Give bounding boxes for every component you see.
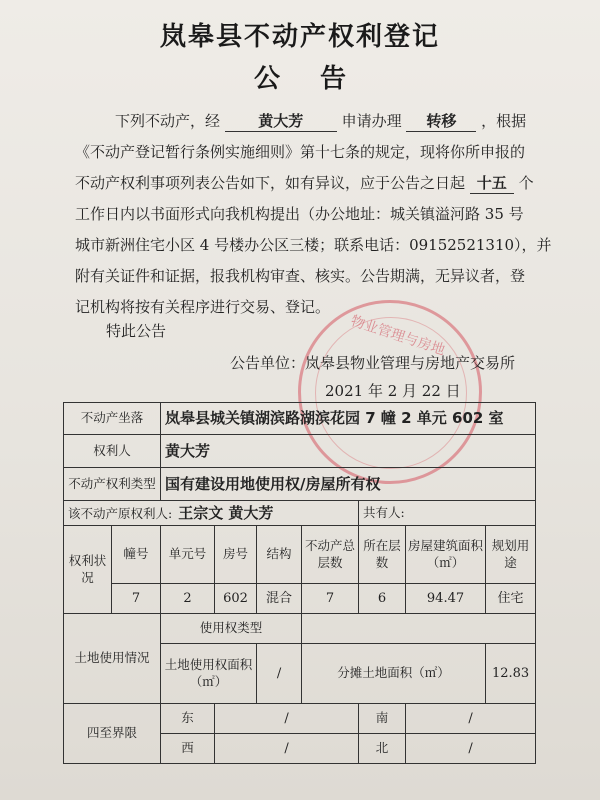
east-value: / xyxy=(215,704,359,734)
boundaries-label: 四至界限 xyxy=(64,704,161,764)
cell-value: 7 xyxy=(302,584,359,614)
location-value: 岚皋县城关镇湖滨路湖滨花园 7 幢 2 单元 602 室 xyxy=(161,403,536,435)
status-label: 权利状况 xyxy=(64,526,112,614)
original-holder-label: 该不动产原权利人: xyxy=(68,505,173,521)
paragraph-line-4: 工作日内以书面形式向我机构提出（办公地址：城关镇溢河路 35 号 xyxy=(75,205,524,223)
text-fragment: ，根据 xyxy=(481,112,527,130)
location-label: 不动产坐落 xyxy=(64,403,161,435)
paragraph-line-2: 《不动产登记暂行条例实施细则》第十七条的规定，现将你所申报的 xyxy=(75,143,526,161)
text-fragment: 申请办理 xyxy=(341,112,402,130)
notice-title: 岚皋县不动产权利登记 xyxy=(159,22,440,52)
col-header: 不动产总层数 xyxy=(302,526,359,584)
right-type-label: 不动产权利类型 xyxy=(64,468,161,501)
holder-label: 权利人 xyxy=(64,435,161,468)
col-header: 结构 xyxy=(257,526,302,584)
co-owner-label: 共有人: xyxy=(363,504,405,520)
holder-value: 黄大芳 xyxy=(161,435,536,468)
shared-area-value: 12.83 xyxy=(486,644,536,704)
closing-text: 特此公告 xyxy=(106,322,167,340)
north-value: / xyxy=(406,734,536,764)
north-label: 北 xyxy=(359,734,406,764)
cell-value: 602 xyxy=(215,584,257,614)
col-header: 房屋建筑面积（㎡） xyxy=(406,526,486,584)
paragraph-line-5: 城市新洲住宅小区 4 号楼办公区三楼；联系电话：09152521310），并 xyxy=(75,236,552,254)
use-type-value xyxy=(302,614,536,644)
table-row xyxy=(64,403,536,435)
shared-area-label: 分摊土地面积（㎡） xyxy=(302,644,486,704)
objection-days: 十五 xyxy=(470,172,514,194)
east-label: 东 xyxy=(161,704,215,734)
paragraph-line-7: 记机构将按有关程序进行交易、登记。 xyxy=(75,298,331,316)
cell-value: 混合 xyxy=(257,584,302,614)
south-label: 南 xyxy=(359,704,406,734)
table-row xyxy=(64,468,536,501)
table-row xyxy=(64,501,536,526)
paragraph-line-3 xyxy=(75,172,534,194)
paragraph-line-6: 附有关证件和证据，报我机构审查、核实。公告期满，无异议者，登 xyxy=(75,267,526,285)
table-row xyxy=(64,526,536,584)
text-fragment: 个 xyxy=(518,174,534,192)
registration-table xyxy=(63,402,536,764)
cell-value: 7 xyxy=(112,584,161,614)
paragraph-line-1 xyxy=(115,110,526,132)
land-usage-label: 土地使用情况 xyxy=(64,614,161,704)
col-header: 单元号 xyxy=(161,526,215,584)
notice-subtitle: 公告 xyxy=(253,64,386,94)
col-header: 规划用途 xyxy=(486,526,536,584)
col-header: 所在层数 xyxy=(359,526,406,584)
issuer-line: 公告单位：岚皋县物业管理与房地产交易所 xyxy=(230,354,516,372)
seal-text: 物业管理与房地 xyxy=(348,313,447,359)
text-fragment: 不动产权利事项列表公告如下，如有异议，应于公告之日起 xyxy=(75,174,466,192)
cell-value: 94.47 xyxy=(406,584,486,614)
original-holder-cell xyxy=(64,501,359,526)
table-row xyxy=(64,435,536,468)
land-area-value: / xyxy=(257,644,302,704)
west-value: / xyxy=(215,734,359,764)
issue-date: 2021 年 2 月 22 日 xyxy=(325,382,461,400)
table-row xyxy=(64,614,536,644)
business-type: 转移 xyxy=(406,110,476,132)
land-area-label: 土地使用权面积（㎡） xyxy=(161,644,257,704)
cell-value: 2 xyxy=(161,584,215,614)
co-owner-cell xyxy=(359,501,536,526)
cell-value: 住宅 xyxy=(486,584,536,614)
west-label: 西 xyxy=(161,734,215,764)
original-holder-value: 王宗文 黄大芳 xyxy=(178,503,274,522)
right-type-value: 国有建设用地使用权/房屋所有权 xyxy=(161,468,536,501)
table-row xyxy=(64,584,536,614)
col-header: 房号 xyxy=(215,526,257,584)
south-value: / xyxy=(406,704,536,734)
text-fragment: 下列不动产，经 xyxy=(115,112,221,130)
col-header: 幢号 xyxy=(112,526,161,584)
table-row xyxy=(64,704,536,734)
applicant-name: 黄大芳 xyxy=(225,110,337,132)
cell-value: 6 xyxy=(359,584,406,614)
use-type-label: 使用权类型 xyxy=(161,614,302,644)
